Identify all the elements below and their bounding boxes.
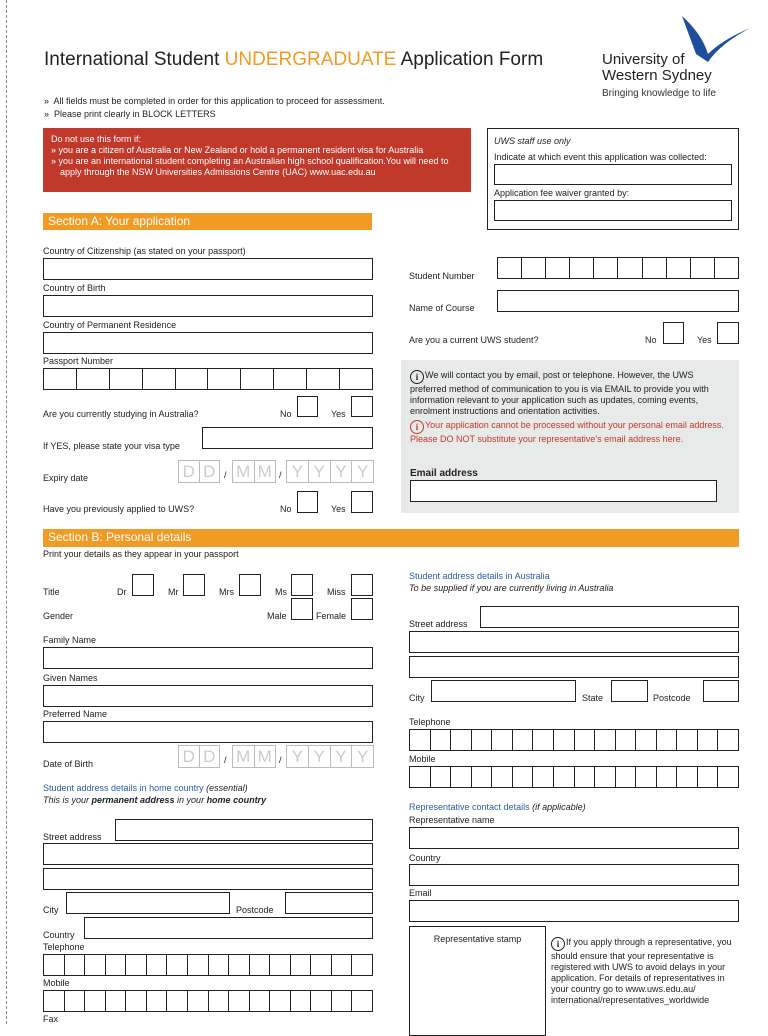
au-street-field-2[interactable] — [409, 631, 739, 653]
title-prefix: International Student — [44, 49, 225, 70]
rep-stamp-label: Representative stamp — [433, 934, 522, 944]
title-dr-checkbox[interactable] — [132, 574, 154, 596]
au-mobile-label: Mobile — [409, 754, 436, 764]
current-no-label: No — [645, 335, 657, 345]
passport-details-intro: Print your details as they appear in your passport — [43, 549, 239, 559]
dob-field[interactable] — [178, 745, 374, 768]
date-separator: / — [279, 755, 282, 765]
date-placeholder: M — [233, 461, 255, 482]
au-state-field[interactable] — [611, 680, 648, 702]
email-warning-text: Your application cannot be processed without your personal email address. Please DO NOT substitute your representative's email address here. — [410, 420, 724, 444]
home-country-label: Country — [43, 930, 75, 940]
sub-text: This is your — [43, 795, 92, 805]
expiry-date-field[interactable] — [178, 460, 374, 483]
studying-yes-label: Yes — [331, 409, 346, 419]
previous-yes-checkbox[interactable] — [351, 491, 373, 513]
student-number-label: Student Number — [409, 271, 475, 281]
studying-no-label: No — [280, 409, 292, 419]
date-placeholder: D — [179, 461, 200, 482]
warning-heading: Do not use this form if: — [51, 134, 142, 144]
home-street-field-3[interactable] — [43, 868, 373, 890]
current-yes-label: Yes — [697, 335, 712, 345]
email-field[interactable] — [410, 480, 717, 502]
visa-type-label: If YES, please state your visa type — [43, 441, 180, 451]
home-city-label: City — [43, 905, 59, 915]
previous-no-label: No — [280, 504, 292, 514]
citizenship-label: Country of Citizenship (as stated on your passport) — [43, 246, 246, 256]
home-address-heading — [43, 783, 248, 794]
staff-use-box — [487, 128, 739, 230]
cut-line — [6, 0, 7, 1024]
bullet: » — [44, 96, 50, 106]
home-street-field-1[interactable] — [115, 819, 373, 841]
residence-field[interactable] — [43, 332, 373, 354]
home-heading-note: (essential) — [203, 783, 248, 793]
date-placeholder: D — [200, 461, 221, 482]
home-telephone-label: Telephone — [43, 942, 85, 952]
contact-info — [410, 370, 732, 417]
au-postcode-label: Postcode — [653, 693, 691, 703]
au-telephone-field[interactable] — [409, 729, 739, 751]
date-placeholder: Y — [352, 746, 374, 767]
sub-text: in your — [174, 795, 207, 805]
date-placeholder: M — [255, 461, 277, 482]
student-number-field[interactable] — [497, 257, 739, 279]
studying-no-checkbox[interactable] — [297, 396, 318, 417]
preferred-name-label: Preferred Name — [43, 709, 108, 719]
birth-country-label: Country of Birth — [43, 283, 106, 293]
title-mrs-label: Mrs — [219, 587, 234, 597]
info-icon: i — [551, 937, 565, 951]
given-names-field[interactable] — [43, 685, 373, 707]
date-placeholder: Y — [331, 746, 353, 767]
home-mobile-field[interactable] — [43, 990, 373, 1012]
gender-female-checkbox[interactable] — [351, 598, 373, 620]
current-no-checkbox[interactable] — [663, 322, 684, 344]
title-miss-checkbox[interactable] — [351, 574, 373, 596]
warning-text: you are a citizen of Australia or New Zealand or hold a permanent resident visa for Australia — [58, 145, 424, 155]
au-street-field-1[interactable] — [480, 606, 739, 628]
contact-info-text: We will contact you by email, post or telephone. However, the UWS preferred method of communication to you is via EMAIL to provide you with information relevant to your application such as updates, coming events, enrolment instructions and orientation activities. — [410, 370, 709, 416]
au-address-subheading: To be supplied if you are currently living in Australia — [409, 583, 614, 593]
gender-female-label: Female — [316, 611, 347, 621]
title-label: Title — [43, 587, 60, 597]
studying-question: Are you currently studying in Australia? — [43, 409, 199, 419]
family-name-label: Family Name — [43, 635, 97, 645]
citizenship-field[interactable] — [43, 258, 373, 280]
date-separator: / — [224, 755, 227, 765]
rep-heading-note: (if applicable) — [529, 802, 586, 812]
sub-bold-2: home country — [206, 795, 267, 805]
email-label: Email address — [410, 468, 478, 479]
title-ms-label: Ms — [275, 587, 287, 597]
warning-item-2 — [51, 156, 463, 178]
title-miss-label: Miss — [327, 587, 346, 597]
residence-label: Country of Permanent Residence — [43, 320, 177, 330]
home-fax-label: Fax — [43, 1014, 59, 1024]
date-placeholder: Y — [287, 461, 309, 482]
au-state-label: State — [582, 693, 604, 703]
au-postcode-field[interactable] — [703, 680, 739, 702]
home-address-subheading — [43, 795, 266, 806]
date-placeholder: Y — [309, 461, 331, 482]
previous-question: Have you previously applied to UWS? — [43, 504, 195, 514]
rep-heading-text: Representative contact details — [409, 802, 530, 812]
staff-event-label: Indicate at which event this application was collected: — [494, 152, 707, 162]
title-suffix: Application Form — [396, 49, 544, 70]
home-postcode-label: Postcode — [236, 905, 274, 915]
rep-stamp-box[interactable] — [409, 926, 546, 1036]
section-a-header: Section A: Your application — [43, 213, 372, 230]
section-b-header: Section B: Personal details — [43, 529, 739, 547]
date-separator: / — [224, 470, 227, 480]
page-title — [44, 48, 543, 72]
gender-male-checkbox[interactable] — [291, 598, 313, 620]
instruction-text: All fields must be completed in order for this application to proceed for assessment. — [53, 96, 385, 106]
rep-country-field[interactable] — [409, 864, 739, 886]
title-mrs-checkbox[interactable] — [239, 574, 261, 596]
au-address-heading: Student address details in Australia — [409, 571, 550, 581]
home-street-label: Street address — [43, 832, 102, 842]
rep-info — [551, 937, 741, 1006]
date-placeholder: M — [233, 746, 255, 767]
home-city-field[interactable] — [66, 892, 230, 914]
rep-name-label: Representative name — [409, 815, 495, 825]
course-field[interactable] — [497, 290, 739, 312]
home-country-field[interactable] — [84, 917, 373, 939]
instruction-1 — [44, 96, 385, 107]
warning-item-1 — [51, 145, 463, 156]
rep-email-field[interactable] — [409, 900, 739, 922]
date-placeholder: D — [200, 746, 221, 767]
staff-waiver-label: Application fee waiver granted by: — [494, 188, 630, 198]
home-heading-text: Student address details in home country — [43, 783, 204, 793]
logo-line-1: University of — [602, 51, 685, 68]
au-city-field[interactable] — [431, 680, 576, 702]
given-names-label: Given Names — [43, 673, 98, 683]
course-label: Name of Course — [409, 303, 475, 313]
staff-title: UWS staff use only — [494, 136, 571, 146]
title-highlight: UNDERGRADUATE — [224, 49, 397, 70]
dob-label: Date of Birth — [43, 759, 94, 769]
sub-bold-1: permanent address — [91, 795, 175, 805]
info-icon: i — [410, 370, 424, 384]
logo-tagline: Bringing knowledge to life — [602, 88, 716, 99]
au-mobile-field[interactable] — [409, 766, 739, 788]
bullet: » — [51, 156, 57, 166]
date-placeholder: Y — [309, 746, 331, 767]
au-city-label: City — [409, 693, 425, 703]
instruction-text: Please print clearly in BLOCK LETTERS — [54, 109, 216, 119]
bullet: » — [44, 109, 50, 119]
rep-email-label: Email — [409, 888, 432, 898]
rep-country-label: Country — [409, 853, 441, 863]
current-yes-checkbox[interactable] — [717, 322, 739, 344]
bullet: » — [51, 145, 57, 155]
rep-name-field[interactable] — [409, 827, 739, 849]
gender-label: Gender — [43, 611, 74, 621]
warning-info-icon: i — [410, 420, 424, 434]
date-placeholder: M — [255, 746, 277, 767]
home-street-field-2[interactable] — [43, 843, 373, 865]
date-placeholder: Y — [331, 461, 353, 482]
university-logo — [602, 14, 752, 104]
date-placeholder: Y — [287, 746, 309, 767]
title-mr-checkbox[interactable] — [183, 574, 205, 596]
au-street-label: Street address — [409, 619, 468, 629]
passport-label: Passport Number — [43, 356, 114, 366]
home-telephone-field[interactable] — [43, 954, 373, 976]
home-mobile-label: Mobile — [43, 978, 70, 988]
family-name-field[interactable] — [43, 647, 373, 669]
passport-field[interactable] — [43, 368, 373, 390]
email-info-panel — [401, 360, 739, 513]
logo-line-2: Western Sydney — [602, 67, 712, 84]
current-student-question: Are you a current UWS student? — [409, 335, 539, 345]
previous-no-checkbox[interactable] — [297, 491, 318, 513]
title-dr-label: Dr — [117, 587, 127, 597]
studying-yes-checkbox[interactable] — [351, 396, 373, 417]
au-telephone-label: Telephone — [409, 717, 451, 727]
birth-country-field[interactable] — [43, 295, 373, 317]
date-placeholder: D — [179, 746, 200, 767]
visa-type-field[interactable] — [202, 427, 373, 449]
instruction-2 — [44, 109, 216, 120]
home-postcode-field[interactable] — [285, 892, 373, 914]
gender-male-label: Male — [267, 611, 287, 621]
rep-heading — [409, 802, 586, 813]
au-street-field-3[interactable] — [409, 656, 739, 678]
warning-box — [43, 128, 471, 192]
staff-waiver-field[interactable] — [494, 200, 732, 221]
email-warning — [410, 420, 732, 445]
rep-info-text: If you apply through a representative, you should ensure that your representative is registered with UWS to avoid delays in your application. For details of representatives in your country go to www.uws.edu.au/ international/representatives_worldwide — [551, 937, 732, 1005]
staff-event-field[interactable] — [494, 164, 732, 185]
preferred-name-field[interactable] — [43, 721, 373, 743]
date-placeholder: Y — [352, 461, 374, 482]
warning-text: you are an international student completing an Australian high school qualification.You will need to apply through the NSW Universities Admissions Centre (UAC) www.uac.edu.au — [58, 156, 449, 177]
date-separator: / — [279, 470, 282, 480]
previous-yes-label: Yes — [331, 504, 346, 514]
title-ms-checkbox[interactable] — [291, 574, 313, 596]
title-mr-label: Mr — [168, 587, 179, 597]
expiry-label: Expiry date — [43, 473, 89, 483]
